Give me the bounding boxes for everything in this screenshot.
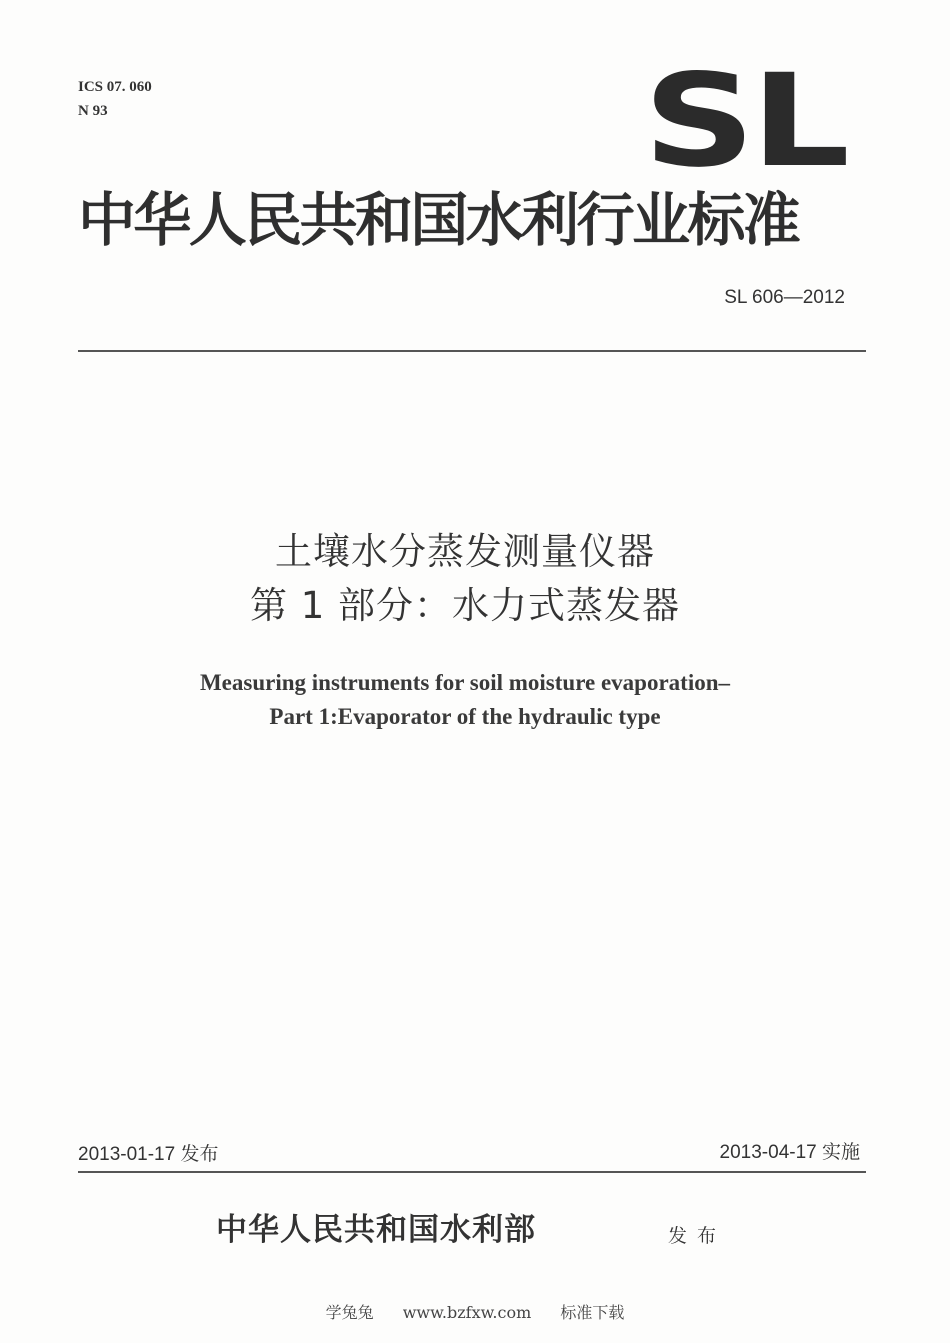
sl-logo: SL bbox=[643, 47, 846, 196]
implement-date: 2013-04-17 实施 bbox=[719, 1142, 860, 1163]
ccs-code: N 93 bbox=[78, 103, 108, 119]
header-divider bbox=[78, 350, 866, 352]
footer-tagline: 标准下载 bbox=[560, 1303, 625, 1322]
title-cn-line1: 土壤水分蒸发测量仪器 bbox=[275, 530, 655, 573]
ics-code: ICS 07. 060 bbox=[78, 79, 152, 95]
watermark-footer bbox=[0, 1300, 950, 1326]
publisher-action: 发布 bbox=[668, 1225, 727, 1247]
footer-divider bbox=[78, 1171, 866, 1173]
classification-codes bbox=[78, 76, 152, 124]
issue-date: 2013-01-17 发布 bbox=[78, 1144, 219, 1165]
title-en-line1: Measuring instruments for soil moisture evaporation– bbox=[199, 670, 731, 695]
footer-url[interactable]: www.bzfxw.com bbox=[402, 1303, 532, 1322]
standard-number: SL 606—2012 bbox=[724, 287, 845, 308]
footer-site-name: 学兔兔 bbox=[325, 1303, 374, 1322]
title-cn-line2: 第 1 部分：水力式蒸发器 bbox=[249, 584, 681, 627]
header-title: 中华人民共和国水利行业标准 bbox=[78, 186, 799, 254]
publisher-name: 中华人民共和国水利部 bbox=[216, 1212, 536, 1248]
title-en-line2: Part 1:Evaporator of the hydraulic type bbox=[269, 704, 661, 729]
